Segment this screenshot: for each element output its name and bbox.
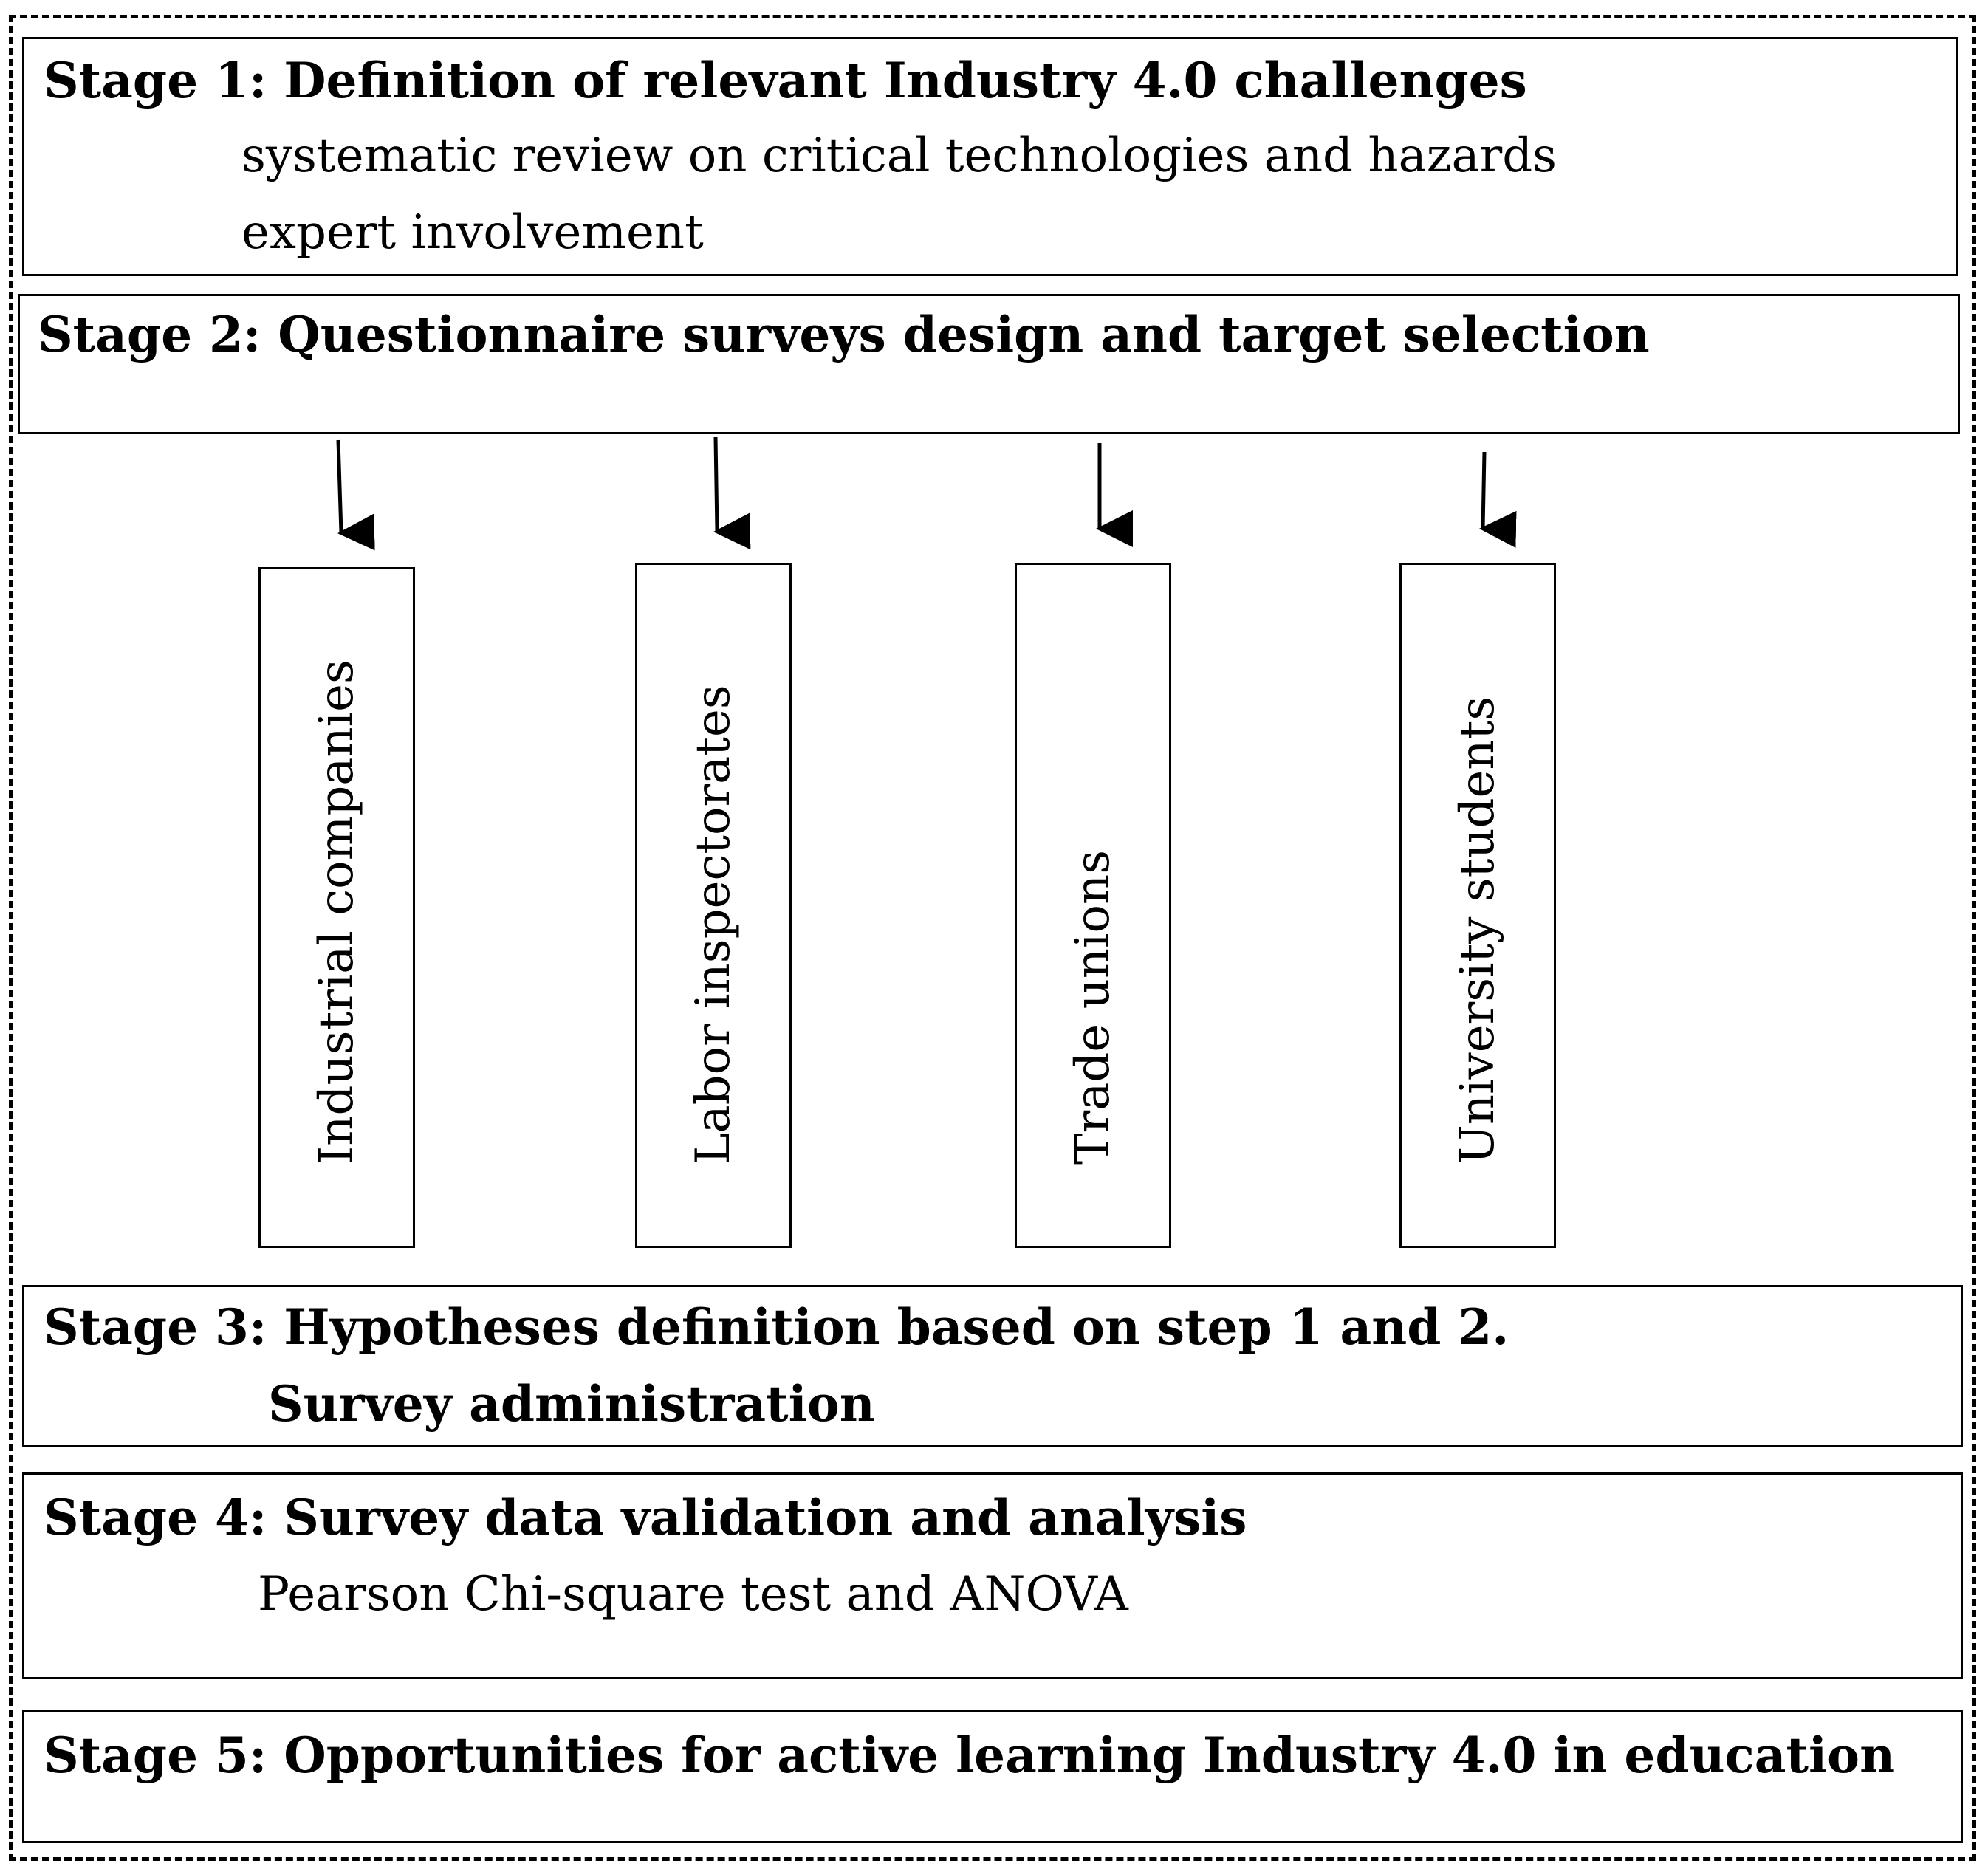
stage-1-title: Stage 1: Definition of relevant Industry 4.0 challenges [44,52,1527,109]
target-box-university-students [1399,563,1556,1248]
target-label-industrial-companies: Industrial companies [309,659,364,1165]
stage-3-box [22,1285,1963,1447]
target-label-university-students: University students [1450,696,1505,1165]
stage-1-detail-1: systematic review on critical technologies and hazards [241,128,1557,183]
stage-4-title: Stage 4: Survey data validation and analysis [44,1489,1247,1546]
target-box-labor-inspectorates [635,563,792,1248]
stage-4-detail-1: Pearson Chi-square test and ANOVA [258,1567,1128,1622]
stage-5-title: Stage 5: Opportunities for active learning Industry 4.0 in education [44,1727,1896,1784]
arrow-to-industrial-companies [338,440,341,533]
target-label-trade-unions: Trade unions [1066,849,1120,1165]
target-box-industrial-companies [258,567,415,1248]
arrow-to-labor-inspectorates [716,437,717,532]
arrow-to-university-students [1483,452,1484,529]
target-label-labor-inspectorates: Labor inspectorates [686,685,741,1165]
stage-3-detail-1: Survey administration [268,1375,875,1433]
stage-1-detail-2: expert involvement [241,205,704,260]
stage-2-title: Stage 2: Questionnaire surveys design and target selection [38,306,1650,363]
target-box-trade-unions [1015,563,1171,1248]
stage-4-box [22,1472,1963,1679]
stage-5-box [22,1710,1963,1843]
stage-3-title: Stage 3: Hypotheses definition based on step 1 and 2. [44,1298,1509,1356]
